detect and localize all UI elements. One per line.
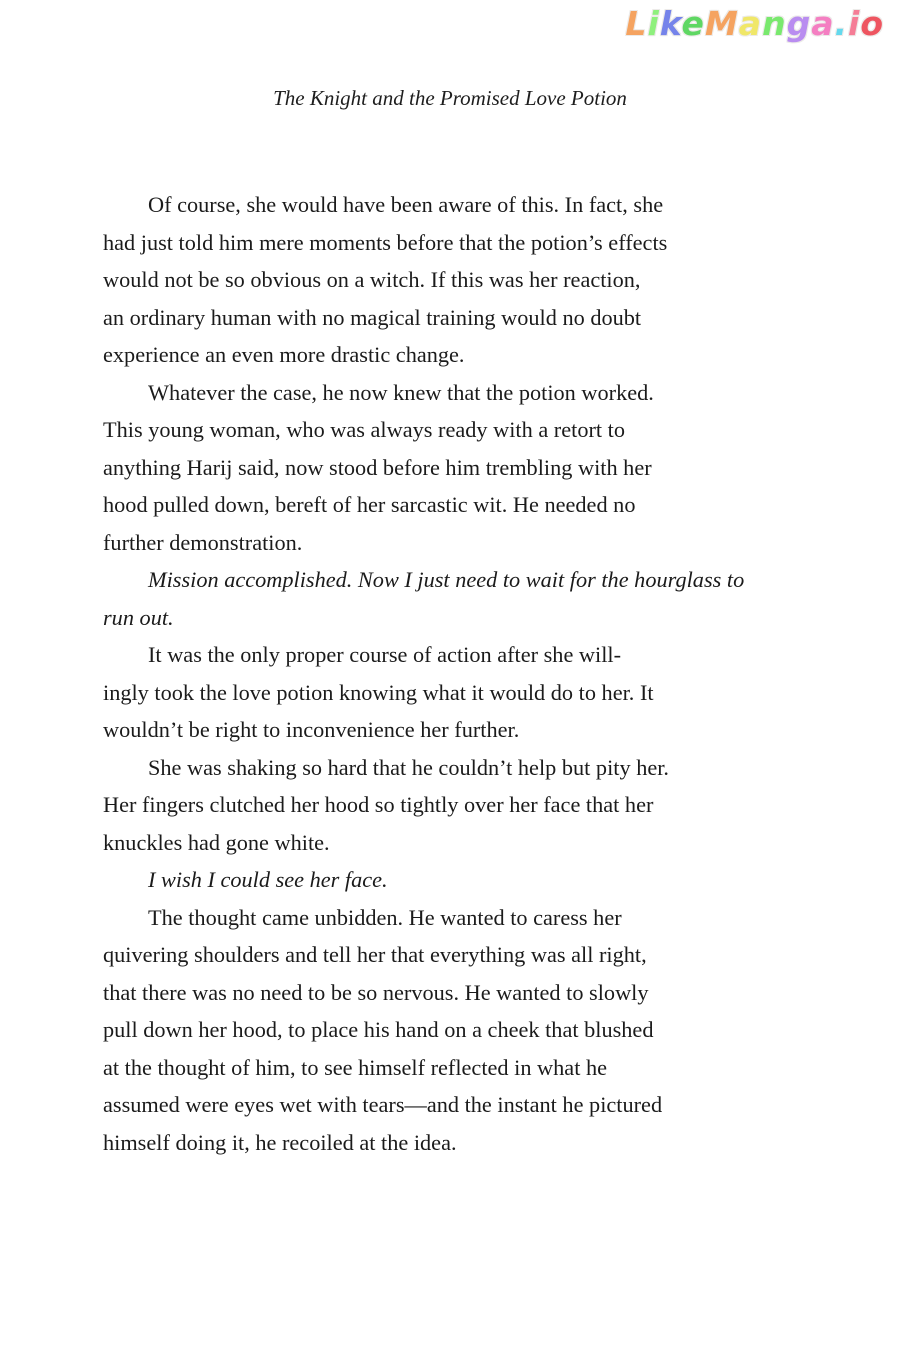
text-line: hood pulled down, bereft of her sarcastic wit. He needed no (103, 492, 636, 517)
running-head: The Knight and the Promised Love Potion (273, 86, 627, 110)
watermark-letter: o (860, 4, 884, 43)
paragraph (103, 861, 763, 899)
watermark-letter: L (625, 4, 648, 43)
paragraph (103, 561, 763, 636)
text-line: that there was no need to be so nervous. He wanted to slowly (103, 979, 649, 1005)
text-line: The thought came unbidden. He wanted to caress her (148, 904, 622, 930)
watermark-letter: . (834, 4, 849, 43)
watermark-letter: a (738, 4, 763, 43)
text-line: further demonstration. (103, 529, 303, 555)
text-line: quivering shoulders and tell her that everything was all right, (103, 942, 647, 967)
text-line: experience an even more drastic change. (103, 342, 465, 367)
text-line: anything Harij said, now stood before him trembling with her (103, 454, 652, 480)
text-line: It was the only proper course of action after she will- (148, 642, 622, 667)
text-line: himself doing it, he recoiled at the idea. (103, 1129, 457, 1155)
text-line: Her fingers clutched her hood so tightly over her face that her (103, 792, 654, 817)
watermark-letter: M (704, 4, 739, 43)
watermark-letter: e (681, 4, 705, 43)
text-line: an ordinary human with no magical training would no doubt (103, 304, 642, 330)
text-line: ingly took the love potion knowing what it would do to her. It (103, 679, 654, 705)
paragraph (103, 899, 763, 1162)
paragraph (103, 749, 763, 862)
text-line: had just told him mere moments before that the potion’s effects (103, 229, 668, 255)
text-line: Of course, she would have been aware of this. In fact, she (148, 192, 664, 217)
text-line: at the thought of him, to see himself reflected in what he (103, 1054, 608, 1080)
text-line: wouldn’t be right to inconvenience her further. (103, 717, 520, 742)
watermark-letter: i (647, 4, 660, 43)
watermark-letter: a (811, 4, 835, 43)
paragraph (103, 186, 763, 374)
watermark-letter: g (786, 4, 812, 43)
body-text (103, 186, 763, 1161)
text-line: knuckles had gone white. (103, 829, 330, 855)
text-line: I wish I could see her face. (148, 867, 388, 892)
watermark-letter: n (762, 4, 787, 43)
text-line: This young woman, who was always ready with a retort to (103, 417, 626, 442)
text-line: run out. (103, 604, 174, 630)
text-line: Mission accomplished. Now I just need to wait for the hourglass to (148, 567, 745, 592)
paragraph (103, 636, 763, 749)
paragraph (103, 374, 763, 562)
site-watermark (625, 4, 884, 43)
text-line: would not be so obvious on a witch. If this was her reaction, (103, 267, 641, 292)
text-line: She was shaking so hard that he couldn’t help but pity her. (148, 754, 670, 780)
watermark-letter: k (659, 4, 682, 43)
text-line: assumed were eyes wet with tears—and the instant he pictured (103, 1092, 663, 1117)
text-line: Whatever the case, he now knew that the potion worked. (148, 379, 654, 405)
watermark-letter: i (848, 4, 861, 43)
text-line: pull down her hood, to place his hand on a cheek that blushed (103, 1017, 654, 1042)
